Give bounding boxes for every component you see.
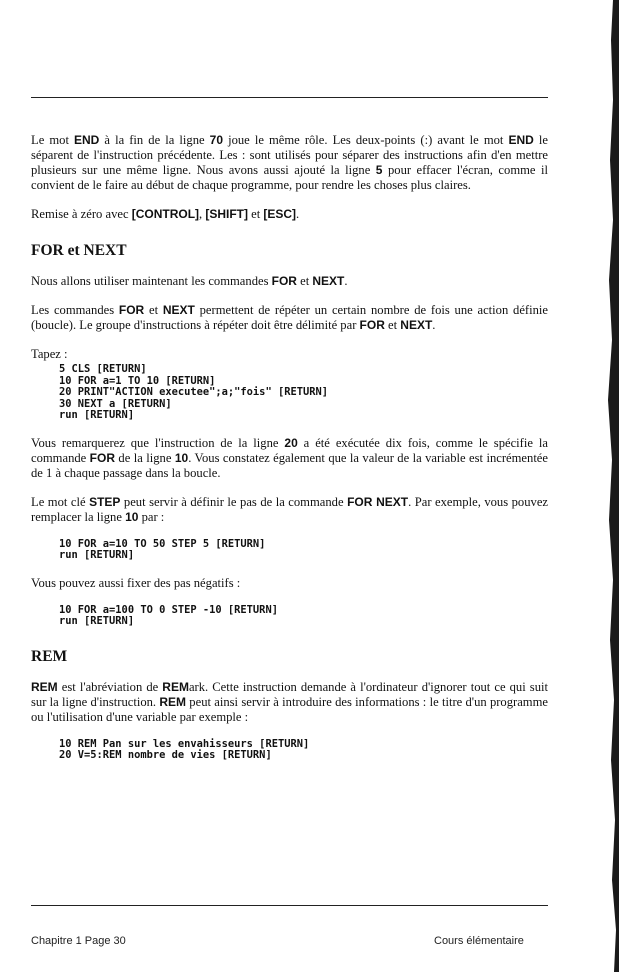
code-block-rem: [59, 739, 548, 762]
section-heading-for-next: FOR et NEXT: [31, 242, 127, 259]
code-line: run [RETURN]: [59, 549, 135, 561]
for-paragraph-3: Tapez :: [31, 347, 68, 361]
code-line: 5 CLS [RETURN]: [59, 363, 147, 375]
intro-paragraph-1: Le mot END à la fin de la ligne 70 joue le même rôle. Les deux-points (:) avant le mot END le séparent de l'instruction précédente. Les : sont utilisés pour séparer des instructions afin d'en mettre plusieurs sur une même ligne. Nous avons aussi ajouté la ligne 5 pour effacer l'écran, comme il convient de le faire au début de chaque programme, pour rendre les choses plus claires.: [31, 133, 548, 192]
code-block-step: [59, 539, 548, 562]
code-line: 20 V=5:REM nombre de vies [RETURN]: [59, 749, 272, 761]
rem-paragraph-1: REM est l'abréviation de REMark. Cette instruction demande à l'ordinateur d'ignorer tout ce qui suit sur la ligne d'instruction. REM peut ainsi servir à introduire des informations : le titre d'un programme ou l'utilisation d'une variable par exemple :: [31, 679, 549, 724]
code-line: 10 FOR a=10 TO 50 STEP 5 [RETURN]: [59, 537, 266, 550]
code-block-negative-step: [59, 605, 548, 628]
top-rule: [31, 97, 548, 98]
bottom-rule: [31, 905, 548, 906]
code-line: 20 PRINT"ACTION executee";a;"fois" [RETURN]: [59, 386, 328, 398]
for-paragraph-5: Le mot clé STEP peut servir à définir le pas de la commande FOR NEXT. Par exemple, vous pouvez remplacer la ligne 10 par :: [31, 494, 549, 524]
code-line: 30 NEXT a [RETURN]: [59, 397, 172, 410]
for-paragraph-6: Vous pouvez aussi fixer des pas négatifs :: [31, 575, 241, 590]
page-edge-shadow: [601, 0, 619, 972]
for-paragraph-4: Vous remarquerez que l'instruction de la ligne 20 a été exécutée dix fois, comme le spécifie la commande FOR de la ligne 10. Vous constatez également que la valeur de la variable est incrémentée de 1 à chaque passage dans la boucle.: [31, 435, 548, 480]
code-block-for-loop: [59, 364, 548, 422]
code-line: run [RETURN]: [59, 409, 135, 421]
section-heading-rem: REM: [31, 647, 68, 665]
intro-paragraph-2: Remise à zéro avec [CONTROL], [SHIFT] et [ESC].: [31, 207, 300, 221]
page-content: [31, 133, 548, 776]
for-paragraph-2: Les commandes FOR et NEXT permettent de répéter un certain nombre de fois une action définie (boucle). Le groupe d'instructions à répéter doit être délimité par FOR et NEXT.: [31, 303, 548, 332]
for-paragraph-1: Nous allons utiliser maintenant les commandes FOR et NEXT.: [31, 274, 348, 288]
code-line: run [RETURN]: [59, 615, 135, 627]
footer-course-title: Cours élémentaire: [434, 935, 524, 947]
code-line: 10 REM Pan sur les envahisseurs [RETURN]: [59, 737, 310, 750]
code-line: 10 FOR a=100 TO 0 STEP -10 [RETURN]: [59, 603, 278, 616]
footer-chapter-page: Chapitre 1 Page 30: [31, 935, 126, 947]
code-line: 10 FOR a=1 TO 10 [RETURN]: [59, 374, 216, 387]
